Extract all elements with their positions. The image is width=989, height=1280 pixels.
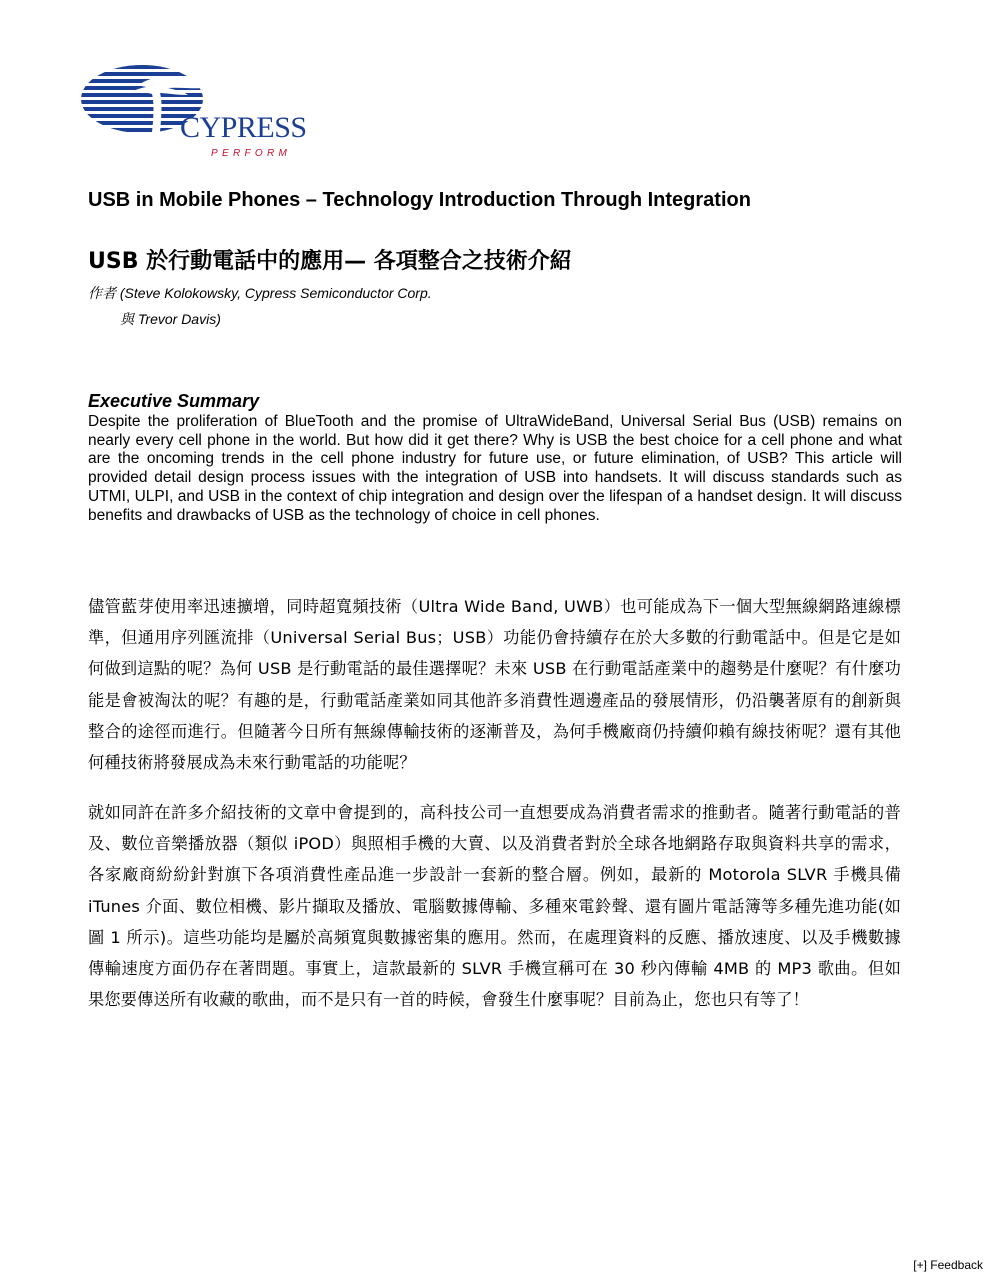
article-title-zh: USB 於行動電話中的應用— 各項整合之技術介紹: [88, 249, 572, 274]
executive-summary-body: Despite the proliferation of BlueTooth and the promise of UltraWideBand, Universal Serial Bus (USB) remains on nearly every cell phone in the world. But how did it get there? Why is USB the best choice for a cell phone and what are the oncoming trends in the cell phone industry for future use, or future elimination, of USB? This article will provided detail design process issues with the integration of USB into handsets. It will discuss standards such as UTMI, ULPI, and USB in the context of chip integration and design over the lifespan of a handset design. It will discuss benefits and drawbacks of USB as the technology of choice in cell phones.: [88, 413, 902, 524]
article-title-en: USB in Mobile Phones – Technology Introduction Through Integration: [88, 189, 751, 211]
body-paragraph-1: 儘管藍芽使用率迅速擴增，同時超寬頻技術（Ultra Wide Band, UWB）也可能成為下一個大型無線網路連線標準，但通用序列匯流排（Universal Serial Bus；USB）功能仍會持續存在於大多數的行動電話中。但是它是如何做到這點的呢？為何 USB 是行動電話的最佳選擇呢？未來 USB 在行動電話產業中的趨勢是什麼呢？有什麼功能是會被淘汰的呢？有趣的是，行動電話產業如同其他許多消費性週邊產品的發展情形，仍沿襲著原有的創新與整合的途徑而進行。但隨著今日所有無線傳輸技術的逐漸普及，為何手機廠商仍持續仰賴有線技術呢？還有其他何種技術將發展成為未來行動電話的功能呢？: [88, 597, 901, 773]
author-line: 作者 (Steve Kolokowsky, Cypress Semiconductor Corp.: [88, 285, 432, 301]
body-paragraph-2: 就如同許在許多介紹技術的文章中會提到的，高科技公司一直想要成為消費者需求的推動者。隨著行動電話的普及、數位音樂播放器（類似 iPOD）與照相手機的大賣、以及消費者對於全球各地網路存取與資料共享的需求，各家廠商紛紛針對旗下各項消費性產品進一步設計一套新的整合層。例如，最新的 Motorola SLVR 手機具備 iTunes 介面、數位相機、影片擷取及播放、電腦數據傳輸、多種來電鈴聲、還有圖片電話簿等多種先進功能(如圖 1 所示)。這些功能均是屬於高頻寬與數據密集的應用。然而，在處理資料的反應、播放速度、以及手機數據傳輸速度方面仍存在著問題。事實上，這款最新的 SLVR 手機宣稱可在 30 秒內傳輸 4MB 的 MP3 歌曲。但如果您要傳送所有收藏的歌曲，而不是只有一首的時候，會發生什麼事呢？目前為止，您也只有等了！: [88, 803, 901, 1010]
feedback-link[interactable]: [+] Feedback: [913, 1258, 983, 1272]
cypress-logo: [80, 62, 320, 162]
author-line-2: 與 Trevor Davis): [120, 311, 221, 327]
svg-text:CYPRESS: CYPRESS: [180, 111, 307, 144]
svg-text:PERFORM: PERFORM: [211, 148, 292, 159]
executive-summary-heading: Executive Summary: [88, 391, 260, 411]
